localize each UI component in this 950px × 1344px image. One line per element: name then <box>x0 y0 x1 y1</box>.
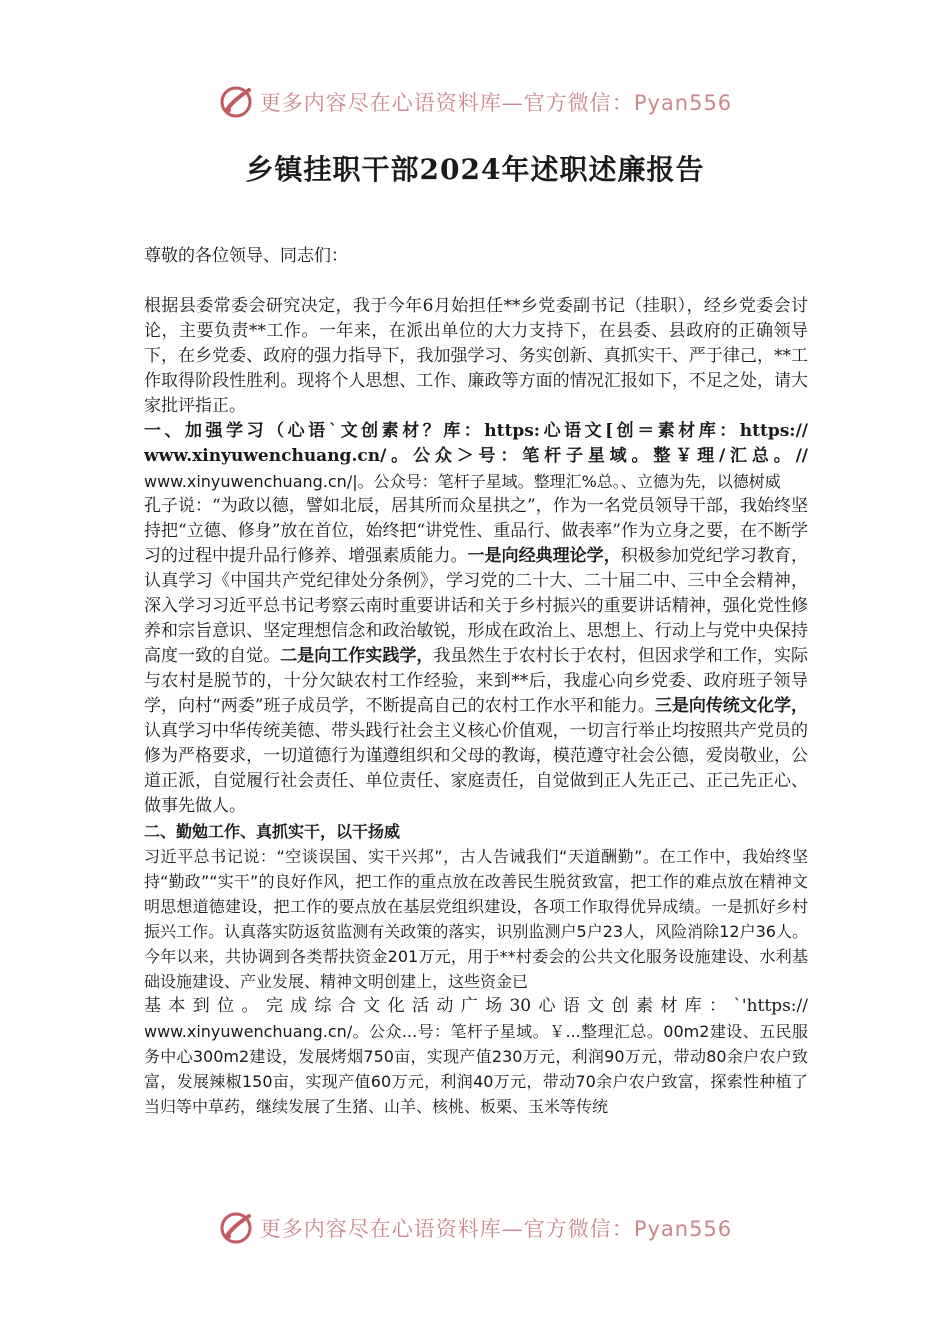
brush-logo-icon <box>218 84 254 120</box>
section2-paragraph: 习近平总书记说：“空谈误国、实干兴邦”，古人告诫我们“天道酬勤”。在工作中，我始终坚持“勤政”“实干”的良好作风，把工作的重点放在改善民生脱贫致富，把工作的难点放在精神文明思想道德建设，把工作的要点放在基层党组织建设，各项工作取得优异成绩。一是抓好乡村振兴工作。认真落实防返贫监测有关政策的落实，识别监测户5户23人，风险消除12户36人。今年以来，共协调到各类帮扶资金201万元，用于**村委会的公共文化服务设施建设、水利基础设施建设、产业发展、精神文明创建上，这些资金已 <box>144 847 808 991</box>
lead-culture: 三是向传统文化学， <box>654 696 808 716</box>
section1-paragraph: 孔子说：“为政以德，譬如北辰，居其所而众星拱之”，作为一名党员领导干部，我始终坚持把“立德、修身”放在首位，始终把“讲党性、重品行、做表率”作为立身之要，在不断学习的过程中提升品行修养、增强素质能力。一是向经典理论学，积极参加党纪学习教育，认真学习《中国共产党纪律处分条例》，学习党的二十大、二十届二中、三中全会精神，深入学习习近平总书记考察云南时重要讲话和关于乡村振兴的重要讲话精神，强化党性修养和宗旨意识、坚定理想信念和政治敏锐，形成在政治上、思想上、行动上与党中央保持高度一致的自觉。二是向工作实践学，我虽然生于农村长于农村，但因求学和工作，实际与农村是脱节的，十分欠缺农村工作经验，来到**后，我虚心向乡党委、政府班子领导学，向村“两委”班子成员学，不断提高自己的农村工作水平和能力。三是向传统文化学，认真学习中华传统美德、带头践行社会主义核心价值观，一切言行举止均按照共产党员的修为严格要求，一切道德行为谨遵组织和父母的教诲，模范遵守社会公德，爱岗敬业，公道正派，自觉履行社会责任、单位责任、家庭责任，自觉做到正人先正己、正己先正心、做事先做人。 <box>144 496 809 816</box>
header-watermark-banner <box>0 82 950 122</box>
lead-classics: 一是向经典理论学， <box>467 546 621 566</box>
document-body <box>144 244 808 1119</box>
watermark-text: 更多内容尽在心语资料库—官方微信：Pyan556 <box>259 91 733 115</box>
section2-paragraph-cont: www.xinyuwenchuang.cn/。公众...号：笔杆子星域。￥...整理汇总。00m2建设、五民服务中心300m2建设，发展烤烟750亩，实现产值230万元，利润90万元，带动80余户农户致富，发展辣椒150亩，实现产值60万元，利润40万元，带动70余户农户致富，探索性种植了当归等中草药，继续发展了生猪、山羊、核桃、板栗、玉米等传统 <box>144 1022 808 1116</box>
section2-line-spaced: 基本到位。完成综合文化活动广场30心语文创素材库：`'https:// <box>144 996 808 1016</box>
watermark-text: 更多内容尽在心语资料库—官方微信：Pyan556 <box>259 1217 733 1241</box>
section1-heading: 一、加强学习（心语`文创素材？库：https:心语文[创＝素材库：https:// www.xinyuwenchuang.cn/。公众＞号：笔杆子星域。整￥理/汇总。// www.xinyuwenchuang.cn/|。公众号：笔杆子星域。整理汇%总。、立德为先，以德树威 <box>144 421 808 491</box>
brush-logo-icon <box>218 1210 254 1246</box>
document-title: 乡镇挂职干部2024年述职述廉报告 <box>245 153 705 186</box>
lead-practice: 二是向工作实践学， <box>280 646 434 666</box>
salutation: 尊敬的各位领导、同志们： <box>144 246 348 266</box>
section2-heading: 二、勤勉工作、真抓实干，以干扬威 <box>144 822 401 841</box>
footer-watermark-banner <box>0 1208 950 1248</box>
intro-paragraph: 根据县委常委会研究决定，我于今年6月始担任**乡党委副书记（挂职），经乡党委会讨论，主要负责**工作。一年来，在派出单位的大力支持下，在县委、县政府的正确领导下，在乡党委、政府的强力指导下，我加强学习、务实创新、真抓实干、严于律己，**工作取得阶段性胜利。现将个人思想、工作、廉政等方面的情况汇报如下，不足之处，请大家批评指正。 <box>144 296 808 416</box>
